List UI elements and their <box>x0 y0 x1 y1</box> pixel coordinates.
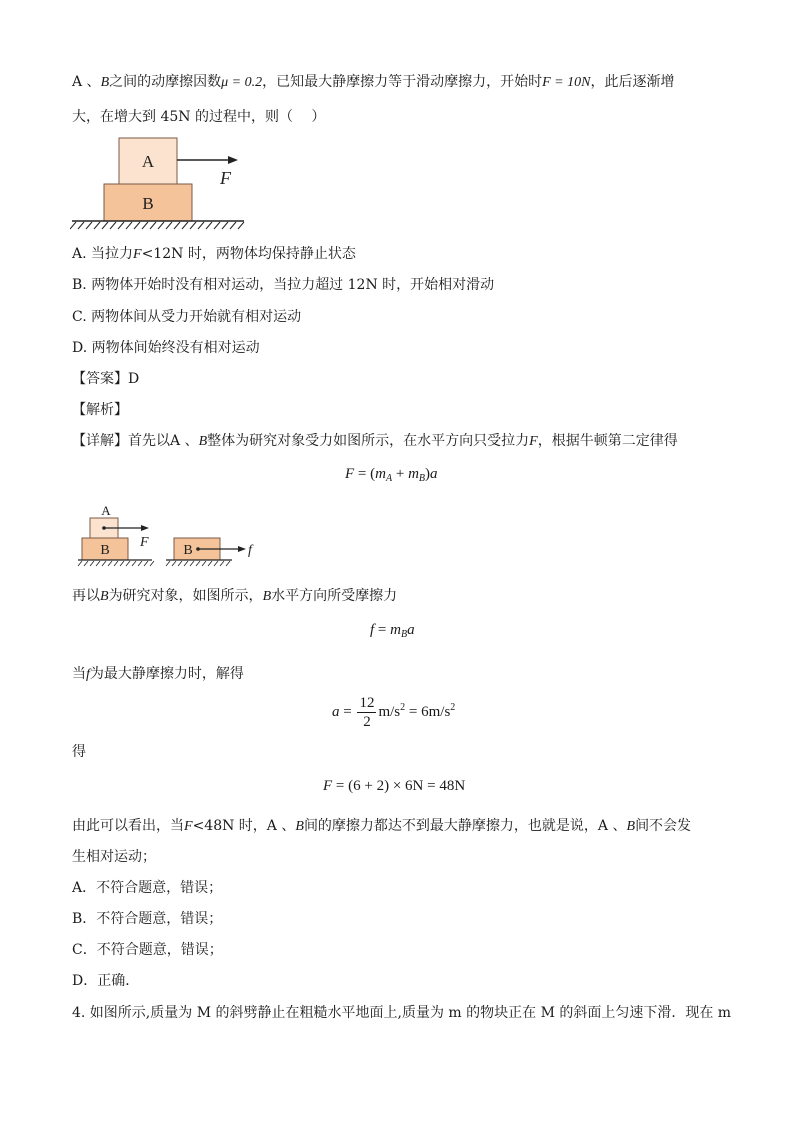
text: 水平方向所受摩擦力 <box>271 588 398 604</box>
text: <48N 时，A 、 <box>192 818 296 834</box>
detail-label: 【详解】 <box>72 433 128 449</box>
equation-4 <box>323 778 465 795</box>
eq-term: + <box>392 466 409 482</box>
text: ，此后逐渐增 <box>590 74 675 90</box>
ground-hatching <box>70 222 244 229</box>
equation-3 <box>332 694 455 731</box>
eq-term: m <box>375 466 386 482</box>
f-initial: F = 10N <box>542 75 591 90</box>
var-b: B <box>262 589 272 604</box>
var-f: F <box>133 247 142 262</box>
verdict-a: A．不符合题意，错误； <box>72 880 223 896</box>
var-b: B <box>100 589 109 604</box>
force-F-label: F <box>140 535 149 550</box>
para-5 <box>72 816 691 837</box>
eq-sup: 2 <box>450 701 456 713</box>
ground-hatching-1 <box>78 561 154 566</box>
var-f: F <box>529 434 538 449</box>
eq-term: F <box>323 778 333 794</box>
eq-sub: A <box>385 473 393 484</box>
text: A 、 <box>72 74 101 90</box>
eq-sup: 2 <box>400 701 406 713</box>
question-line-2: 大，在增大到 45N 的过程中，则（ ） <box>72 109 326 125</box>
eq-term: a <box>407 622 415 638</box>
eq-term: = (6 + 2) × 6N = 48N <box>332 778 466 794</box>
eq-term: = <box>374 622 391 638</box>
numerator: 12 <box>359 695 375 711</box>
fraction <box>357 694 376 731</box>
question-line-1 <box>72 72 674 93</box>
var-b: B <box>198 434 208 449</box>
detail-line <box>72 431 678 452</box>
eq-term: f <box>370 622 375 638</box>
block-a-small-label: A <box>101 503 111 518</box>
text: 为最大静摩擦力时，解得 <box>89 666 244 682</box>
text: 当 <box>72 666 86 682</box>
eq-term: = 6m/s <box>405 703 451 720</box>
para-4: 得 <box>72 744 86 760</box>
text: 间不会发 <box>635 818 692 834</box>
text: <12N 时，两物体均保持静止状态 <box>141 246 356 262</box>
mu-value: μ = 0.2 <box>221 75 263 90</box>
text: 首先以 <box>128 433 170 449</box>
eq-term: = <box>339 703 356 720</box>
eq-term: m/s <box>378 703 401 720</box>
answer-label: 【答案】 <box>72 371 128 387</box>
block-b-small-label: B <box>100 543 110 558</box>
text: 由此可以看出，当 <box>72 818 184 834</box>
figure-blocks-1 <box>70 136 250 232</box>
eq-sub: B <box>400 629 408 640</box>
eq-term: ) <box>425 466 431 482</box>
eq-term: m <box>408 466 419 482</box>
text: 、 <box>180 433 199 449</box>
verdict-d: D．正确． <box>72 973 140 989</box>
var-b: B <box>100 75 110 90</box>
var-f: F <box>184 819 193 834</box>
text: 之间的动摩擦因数 <box>109 74 222 90</box>
equation-1 <box>345 466 438 484</box>
eq-term: F <box>345 466 355 482</box>
text: ，根据牛顿第二定律得 <box>537 433 678 449</box>
ground-hatching-2 <box>166 561 230 566</box>
block-b-alone-label: B <box>183 543 193 558</box>
text: 整体为研究对象受力如图所示，在水平方向只受拉力 <box>207 433 530 449</box>
text: 间的摩擦力都达不到最大静摩擦力，也就是说，A 、 <box>303 818 627 834</box>
arrow-head <box>238 546 246 552</box>
option-b: B. 两物体开始时没有相对运动，当拉力超过 12N 时，开始相对滑动 <box>72 277 495 293</box>
answer-line <box>72 369 139 389</box>
var-f: f <box>86 667 90 682</box>
option-c: C. 两物体间从受力开始就有相对运动 <box>72 309 302 325</box>
eq-term: a <box>332 703 340 720</box>
eq-term: m <box>390 622 401 638</box>
text: 为研究对象，如图所示， <box>108 588 263 604</box>
text: A. 当拉力 <box>72 246 134 262</box>
eq-term: = ( <box>354 466 376 482</box>
block-b-label: B <box>142 194 154 213</box>
next-question: 4. 如图所示,质量为 M 的斜劈静止在粗糙水平地面上,质量为 m 的物块正在 M 的斜面上匀速下滑．现在 m <box>72 1005 732 1021</box>
eq-sub: B <box>418 473 426 484</box>
verdict-c: C．不符合题意，错误； <box>72 942 223 958</box>
para-3 <box>72 664 244 685</box>
para-5-line-2: 生相对运动； <box>72 849 156 865</box>
arrow-head <box>141 525 149 531</box>
var-b: B <box>626 819 636 834</box>
text: ，已知最大静摩擦力等于滑动摩擦力，开始时 <box>262 74 543 90</box>
option-a <box>72 244 356 265</box>
answer-value: D <box>128 371 140 387</box>
var-b: B <box>295 819 304 834</box>
eq-term: a <box>430 466 438 482</box>
denominator: 2 <box>363 714 371 730</box>
block-a-label: A <box>141 152 155 171</box>
text: 再以 <box>72 588 100 604</box>
text: A <box>170 433 181 449</box>
option-d: D. 两物体间始终没有相对运动 <box>72 340 260 356</box>
analysis-label: 【解析】 <box>72 402 128 418</box>
verdict-b: B．不符合题意，错误； <box>72 911 223 927</box>
figure-blocks-2 <box>70 500 270 570</box>
force-f-label: f <box>248 543 252 558</box>
equation-2 <box>370 622 415 640</box>
para-2 <box>72 586 397 607</box>
arrow-head <box>228 156 238 164</box>
force-label: F <box>220 168 231 188</box>
